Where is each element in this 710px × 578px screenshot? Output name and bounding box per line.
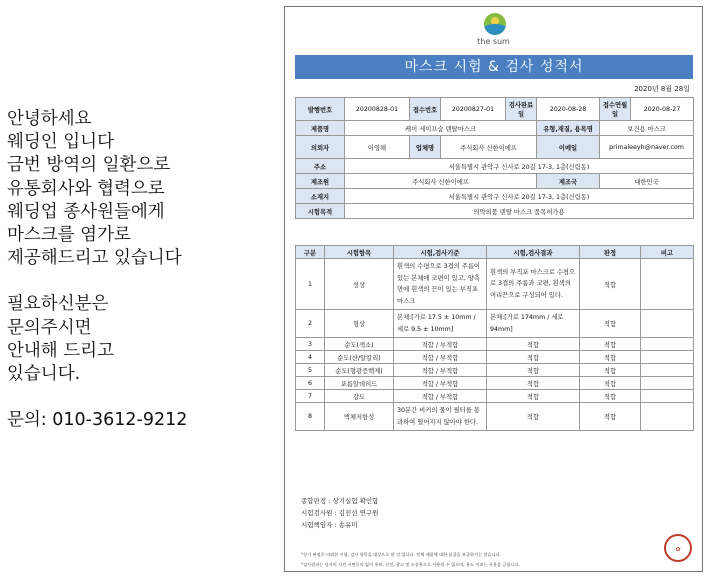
row-standard: 적합 / 부적합 <box>394 338 487 351</box>
promo-line: 마스크를 염가로 <box>7 225 131 246</box>
row-remark <box>641 338 694 351</box>
info-value: 주식회사 신한이에프 <box>345 174 537 189</box>
info-value: 서울특별시 관악구 신사로 20길 17-3, 1층(신림동) <box>345 189 694 204</box>
row-result: 적합 <box>487 377 580 390</box>
results-header: 시험,검사기준 <box>394 246 487 259</box>
row-remark <box>641 351 694 364</box>
info-label: 발행번호 <box>296 98 345 121</box>
row-standard: 적합 / 부적합 <box>394 390 487 403</box>
info-value: 이영해 <box>345 136 410 159</box>
row-number: 1 <box>296 259 325 310</box>
info-value: 20200827-01 <box>441 98 506 121</box>
report-notes <box>301 550 651 570</box>
row-remark <box>641 403 694 431</box>
info-value: 의약외품 덴탈 마스크 품목허가용 <box>345 204 694 219</box>
promo-line: 있습니다. <box>7 364 81 385</box>
row-judgement: 적합 <box>580 259 641 310</box>
row-item: 형상 <box>325 310 394 338</box>
row-number: 7 <box>296 390 325 403</box>
row-item: 순도(산/알칼리) <box>325 351 394 364</box>
row-remark <box>641 364 694 377</box>
report-date: 2020년 8월 28일 <box>634 85 690 93</box>
row-item: 강도 <box>325 390 394 403</box>
results-header: 시험항목 <box>325 246 394 259</box>
table-row <box>296 364 694 377</box>
info-label: 의뢰자 <box>296 136 345 159</box>
info-label: 이메일 <box>537 136 600 159</box>
row-result: 적합 <box>487 338 580 351</box>
row-judgement: 적합 <box>580 310 641 338</box>
results-header: 판정 <box>580 246 641 259</box>
promo-line: 유통회사와 협력으로 <box>7 178 165 199</box>
report-title: 마스크 시험 & 검사 성적서 <box>295 55 693 79</box>
test-report-document <box>284 6 703 572</box>
results-header: 비고 <box>641 246 694 259</box>
info-label: 주소 <box>296 159 345 174</box>
row-standard: 본체:[가로 17.5 ± 10mm / 세로 9.5 ± 10mm] <box>394 310 487 338</box>
table-row <box>296 390 694 403</box>
row-number: 4 <box>296 351 325 364</box>
row-item: 포름알데히드 <box>325 377 394 390</box>
table-row <box>296 259 694 310</box>
row-item: 성상 <box>325 259 394 310</box>
promo-line: 안내해 드리고 <box>7 340 114 361</box>
brand-logo-icon <box>484 13 506 35</box>
row-judgement: 적합 <box>580 351 641 364</box>
results-header: 시험,검사결과 <box>487 246 580 259</box>
info-label: 소재지 <box>296 189 345 204</box>
row-standard: 30분간 비커의 물이 필터를 통과하여 떨어지지 않아야 한다. <box>394 403 487 431</box>
results-header: 구분 <box>296 246 325 259</box>
note-line: *검사결과는 당사의 사전 서면동의 없이 홍보, 선전, 광고 및 소송용으로 사용될 수 없으며, 용도 이외는 사용을 금합니다. <box>301 562 520 567</box>
info-table <box>295 97 694 219</box>
info-value: 대한민국 <box>600 174 694 189</box>
promo-text <box>7 108 272 432</box>
info-label: 시험목적 <box>296 204 345 219</box>
report-footer <box>301 495 378 531</box>
row-result: 흰색의 부직포 마스크로 수평으로 3겹의 주름과 코편, 흰색의 머리끈으로 구성되어 있다. <box>487 259 580 310</box>
promo-line: 웨딩인 입니다 <box>7 132 114 153</box>
row-number: 8 <box>296 403 325 431</box>
row-judgement: 적합 <box>580 390 641 403</box>
table-row <box>296 338 694 351</box>
row-judgement: 적합 <box>580 403 641 431</box>
row-result: 적합 <box>487 351 580 364</box>
row-judgement: 적합 <box>580 364 641 377</box>
row-remark <box>641 259 694 310</box>
row-number: 5 <box>296 364 325 377</box>
row-standard: 적합 / 부적합 <box>394 351 487 364</box>
info-value: 서울특별시 관악구 신사로 20길 17-3, 1층(신림동) <box>345 159 694 174</box>
promo-line: 문의주시면 <box>7 317 92 338</box>
row-result: 적합 <box>487 403 580 431</box>
table-row <box>296 377 694 390</box>
promo-line: 필요하신분은 <box>7 294 109 315</box>
row-standard: 흰색의 수평으로 3겹의 주름이 있는 본체에 코편이 있고, 양측면에 흰색의 끈이 있는 부직포 마스크 <box>394 259 487 310</box>
info-label: 업체명 <box>410 136 441 159</box>
table-row <box>296 403 694 431</box>
row-item: 순도(색소) <box>325 338 394 351</box>
brand-name: the sum <box>477 37 510 46</box>
info-value: 케이 세이프숨 덴탈마스크 <box>345 121 537 136</box>
official-seal-icon: ✿ <box>664 534 692 562</box>
promo-line: 안녕하세요 <box>7 109 92 129</box>
info-value: primaleeyh@naver.com <box>600 136 694 159</box>
info-label: 제조국 <box>537 174 600 189</box>
info-label: 제조원 <box>296 174 345 189</box>
row-standard: 적합 / 부적합 <box>394 377 487 390</box>
info-value: 2020-08-27 <box>631 98 694 121</box>
row-judgement: 적합 <box>580 338 641 351</box>
table-row <box>296 351 694 364</box>
info-label: 제품명 <box>296 121 345 136</box>
row-number: 3 <box>296 338 325 351</box>
manager-name: 시험책임자 : 송유미 <box>301 521 358 529</box>
info-label: 접수연월일 <box>600 98 631 121</box>
info-value: 20200828-01 <box>345 98 410 121</box>
info-value: 2020-08-28 <box>537 98 600 121</box>
info-label: 검사완료일 <box>506 98 537 121</box>
info-label: 접수번호 <box>410 98 441 121</box>
table-row <box>296 310 694 338</box>
contact-line: 문의: 010-3612-9212 <box>7 410 188 431</box>
row-number: 6 <box>296 377 325 390</box>
row-item: 액체저항성 <box>325 403 394 431</box>
info-value: 보건용 마스크 <box>600 121 694 136</box>
row-remark <box>641 377 694 390</box>
promo-line: 금번 방역의 일환으로 <box>7 155 171 176</box>
results-table <box>295 245 694 431</box>
row-number: 2 <box>296 310 325 338</box>
note-line: *상기 판정은 의뢰한 시험, 검사 항목을 대상으로 한 것 입니다. 전체 제품에 대한 품질을 보증하지는 않습니다. <box>301 552 501 557</box>
overall-judgement: 종합판정 : 상기실험 확인함 <box>301 497 379 505</box>
info-value: 주식회사 신한이에프 <box>441 136 537 159</box>
row-result: 적합 <box>487 390 580 403</box>
row-judgement: 적합 <box>580 377 641 390</box>
row-standard: 적합 / 부적합 <box>394 364 487 377</box>
promo-line: 웨딩업 종사원들에게 <box>7 201 165 222</box>
promo-line: 제공해드리고 있습니다 <box>7 248 182 269</box>
row-result: 본체:[가로 174mm / 세로 94mm] <box>487 310 580 338</box>
row-remark <box>641 310 694 338</box>
tester-name: 시험검사원 : 김진선 연구원 <box>301 509 379 517</box>
row-result: 적합 <box>487 364 580 377</box>
info-label: 유형,재질, 용목명 <box>537 121 600 136</box>
row-item: 순도(형광증백제) <box>325 364 394 377</box>
row-remark <box>641 390 694 403</box>
